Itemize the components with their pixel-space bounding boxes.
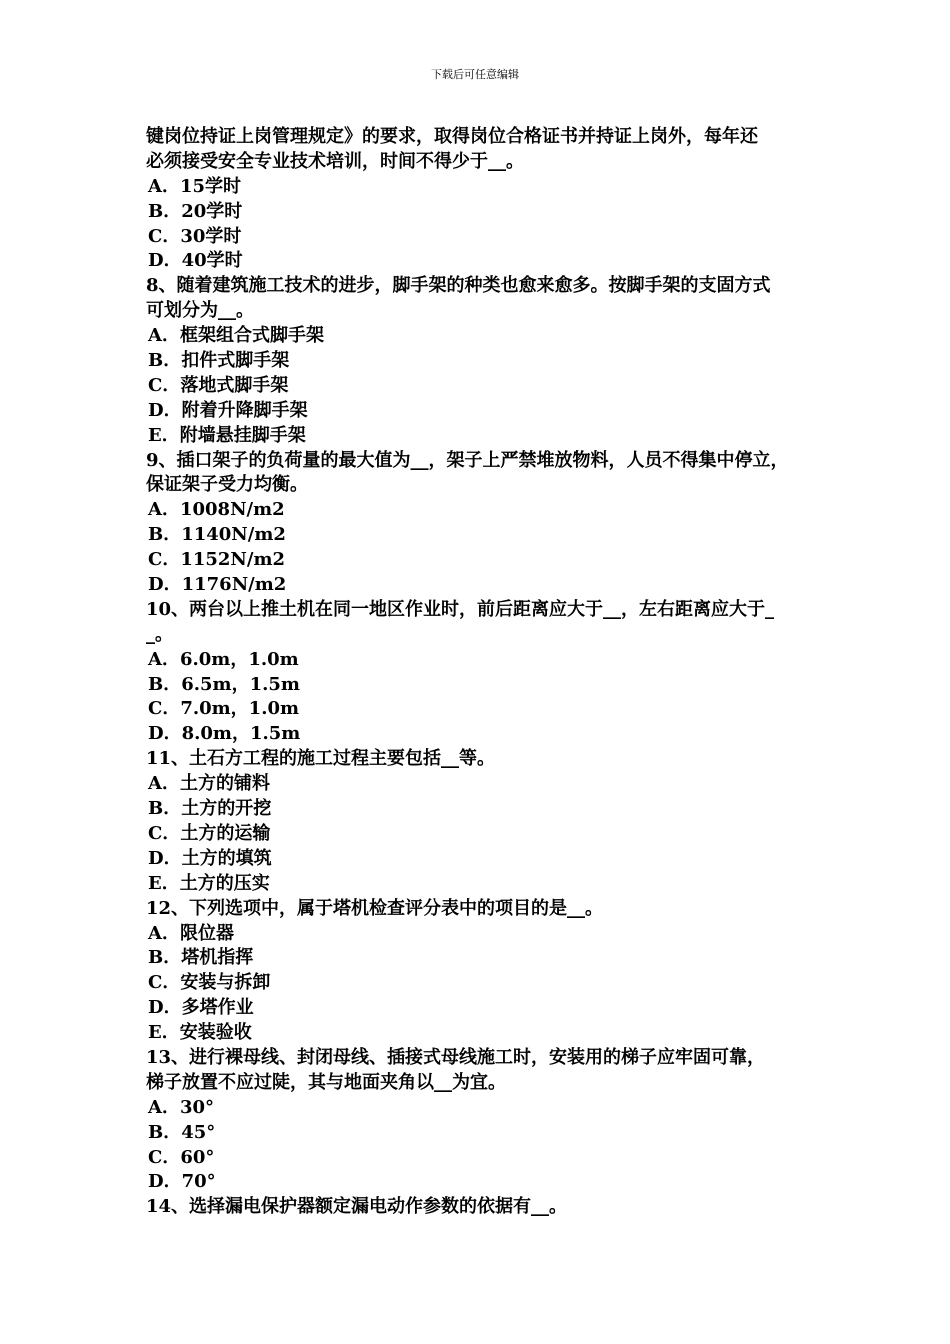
answer-option: E．安装验收	[148, 1022, 252, 1044]
answer-option: A．15学时	[148, 175, 242, 197]
answer-option: B．1140N/m2	[148, 524, 286, 546]
answer-option: B．塔机指挥	[148, 947, 254, 969]
question-text: 键岗位持证上岗管理规定》的要求，取得岗位合格证书并持证上岗外，每年还	[146, 126, 758, 147]
answer-option: C．30学时	[148, 225, 242, 247]
answer-option: C．60°	[148, 1146, 215, 1168]
question-text: _。	[146, 623, 173, 645]
answer-option: C．1152N/m2	[148, 549, 286, 571]
answer-option: D．8.0m，1.5m	[148, 723, 301, 745]
question-text: 必须接受安全专业技术培训，时间不得少于__。	[146, 150, 524, 172]
answer-option: D．70°	[148, 1171, 216, 1193]
question-text: 12、下列选项中，属于塔机检查评分表中的项目的是__。	[146, 897, 604, 919]
answer-option: C．7.0m，1.0m	[148, 698, 300, 720]
answer-option: E．附墙悬挂脚手架	[148, 424, 306, 446]
question-text: 可划分为__。	[146, 300, 254, 322]
answer-option: C．落地式脚手架	[148, 374, 289, 396]
answer-option: A．限位器	[148, 922, 234, 944]
answer-option: C．安装与拆卸	[148, 972, 271, 994]
answer-option: D．多塔作业	[148, 997, 254, 1019]
answer-option: D．1176N/m2	[148, 574, 287, 596]
answer-option: E．土方的压实	[148, 872, 270, 894]
question-text: 11、土石方工程的施工过程主要包括__等。	[146, 748, 496, 770]
answer-option: C．土方的运输	[148, 822, 271, 844]
question-text: 8、随着建筑施工技术的进步，脚手架的种类也愈来愈多。按脚手架的支固方式	[146, 275, 771, 297]
answer-option: B．土方的开挖	[148, 798, 272, 820]
question-text: 13、进行裸母线、封闭母线、插接式母线施工时，安装用的梯子应牢固可靠，	[146, 1046, 766, 1068]
question-text: 10、两台以上推土机在同一地区作业时，前后距离应大于__，左右距离应大于_	[146, 598, 775, 620]
answer-option: A．土方的铺料	[148, 773, 270, 795]
answer-option: B．45°	[148, 1121, 216, 1143]
answer-option: D．土方的填筑	[148, 847, 272, 869]
answer-option: B．20学时	[148, 200, 243, 222]
question-text: 梯子放置不应过陡，其与地面夹角以__为宜。	[146, 1071, 506, 1093]
question-text: 14、选择漏电保护器额定漏电动作参数的依据有__。	[146, 1196, 568, 1218]
answer-option: A．30°	[148, 1096, 215, 1118]
page-header: 下载后可任意编辑	[431, 68, 519, 81]
answer-option: A．6.0m，1.0m	[148, 648, 299, 670]
answer-option: A．框架组合式脚手架	[148, 325, 324, 347]
answer-option: B．扣件式脚手架	[148, 350, 290, 372]
document-body	[146, 125, 826, 1220]
answer-option: B．6.5m，1.5m	[148, 673, 300, 695]
answer-option: A．1008N/m2	[148, 499, 285, 521]
answer-option: D．附着升降脚手架	[148, 399, 308, 421]
question-text: 9、插口架子的负荷量的最大值为__，架子上严禁堆放物料，人员不得集中停立，	[146, 449, 789, 471]
answer-option: D．40学时	[148, 250, 243, 272]
question-text: 保证架子受力均衡。	[146, 474, 308, 496]
